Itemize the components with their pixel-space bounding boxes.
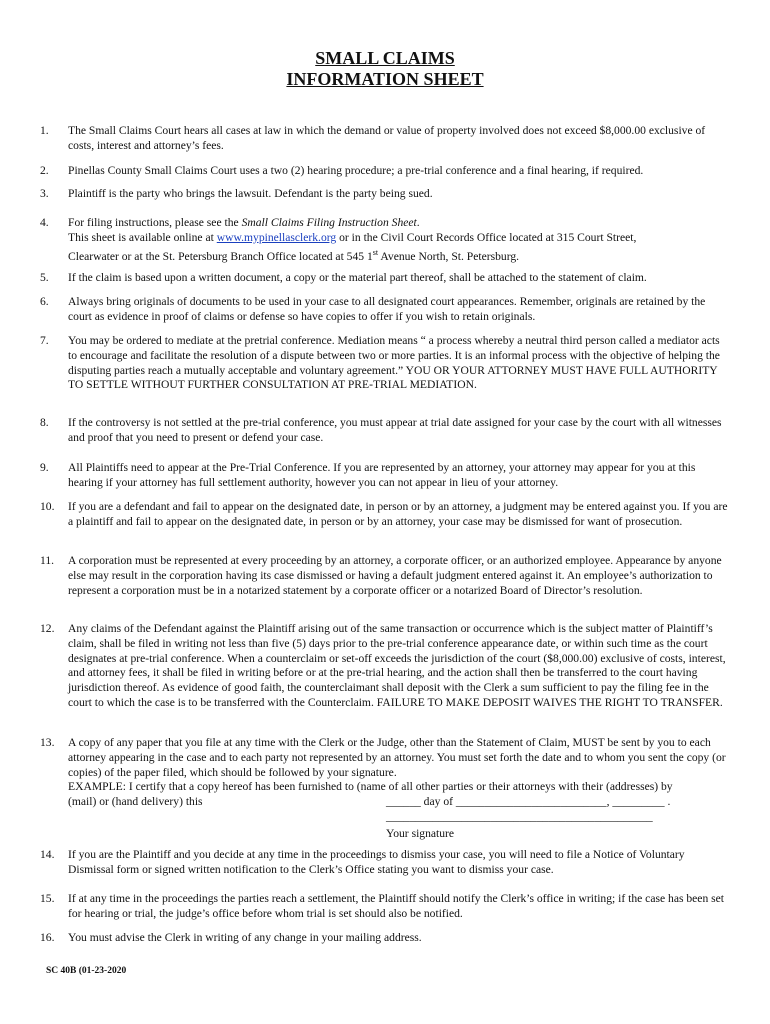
date-line: ______ day of __________________________, _________ . bbox=[386, 795, 671, 808]
form-number: SC 40B (01-23-2020 bbox=[46, 966, 127, 976]
title-line-2: INFORMATION SHEET bbox=[286, 69, 484, 89]
signature-label: Your signature bbox=[386, 826, 455, 840]
website-link[interactable]: www.mypinellasclerk.org bbox=[216, 230, 337, 244]
signature-line: ______________________________________________ bbox=[386, 809, 653, 823]
title-line-1: SMALL CLAIMS bbox=[315, 48, 455, 68]
